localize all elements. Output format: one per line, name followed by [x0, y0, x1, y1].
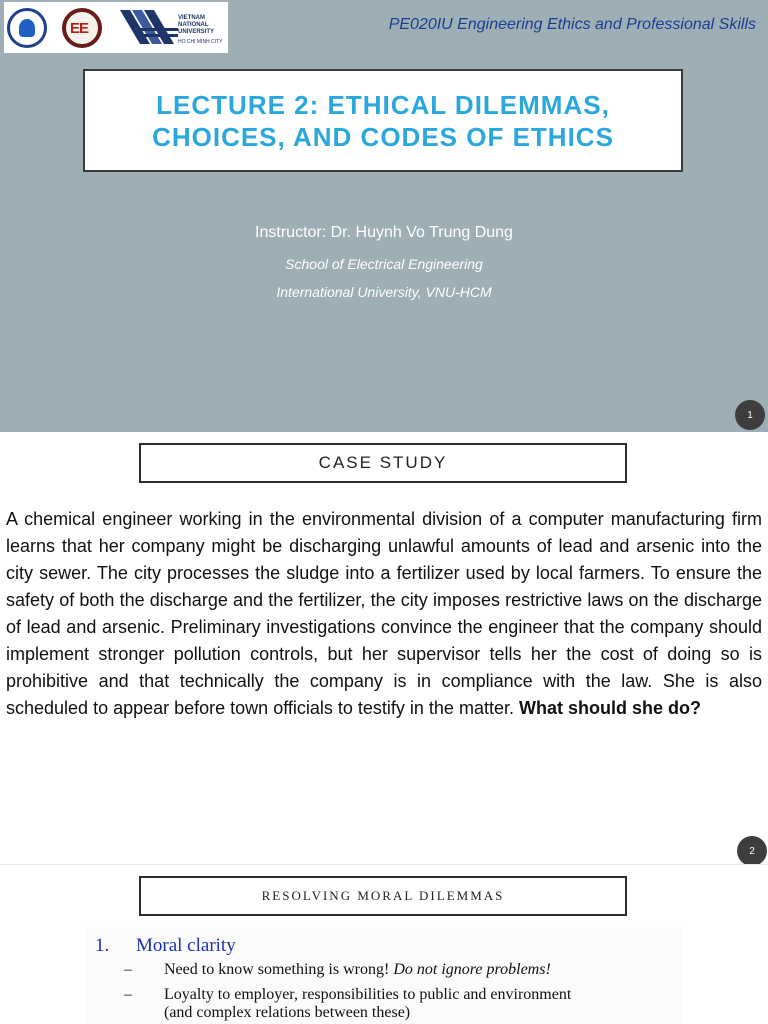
lecture-title	[152, 89, 614, 153]
page-number-badge: 2	[737, 836, 767, 866]
title-slide	[0, 0, 768, 432]
list-item-title: Moral clarity	[136, 935, 236, 956]
sub-bullet-emphasis: Do not ignore problems!	[393, 961, 551, 978]
bullet-dash: –	[124, 986, 132, 1003]
case-study-text	[6, 506, 762, 722]
vnu-logo-text: VIETNAM NATIONAL UNIVERSITY	[178, 15, 215, 35]
instructor-name: Instructor: Dr. Huynh Vo Trung Dung	[255, 224, 513, 241]
lecture-title-line1: LECTURE 2: ETHICAL DILEMMAS,	[156, 89, 610, 120]
sub-bullet-text: Loyalty to employer, responsibilities to public and environment	[164, 986, 572, 1003]
page-number-badge: 1	[735, 400, 765, 430]
list-item-number: 1.	[95, 935, 110, 956]
bullet-dash: –	[124, 961, 132, 978]
case-study-slide	[0, 432, 768, 864]
case-study-body: A chemical engineer working in the environmental division of a computer manufacturing firm learns that her company might be discharging unlawful amounts of lead and arsenic into the city sewer. The city processes the sludge into a fertilizer used by local farmers. To ensure the safety of both the discharge and the fertilizer, the city imposes restrictive laws on the discharge of lead and arsenic. Preliminary investigations convince the engineer that the company should implement stronger pollution controls, but her supervisor tells her the cost of doing so is prohibitive and that technically the company is in compliance with the law. She is also scheduled to appear before town officials to testify in the matter.	[6, 509, 762, 718]
lecture-title-box	[83, 69, 683, 172]
course-title: PE020IU Engineering Ethics and Professional Skills	[388, 16, 756, 33]
case-study-heading: CASE STUDY	[139, 443, 627, 483]
case-study-question: What should she do?	[518, 698, 701, 718]
sub-bullet-text: Need to know something is wrong!	[164, 961, 394, 978]
ee-logo-icon: EE	[62, 8, 102, 48]
vnu-logo	[120, 10, 228, 48]
school-name: School of Electrical Engineering	[285, 256, 483, 272]
university-name: International University, VNU-HCM	[276, 284, 492, 300]
resolving-dilemmas-slide	[0, 865, 768, 1024]
lecture-title-line2: CHOICES, AND CODES OF ETHICS	[152, 121, 614, 152]
resolving-dilemmas-heading: RESOLVING MORAL DILEMMAS	[139, 876, 627, 916]
sub-bullet-text: (and complex relations between these)	[164, 1004, 411, 1021]
vnu-logo-subtext: HO CHI MINH CITY	[178, 39, 223, 45]
vnu-logo-icon	[120, 10, 178, 48]
iu-logo-icon	[7, 8, 47, 48]
logo-strip	[4, 2, 228, 53]
